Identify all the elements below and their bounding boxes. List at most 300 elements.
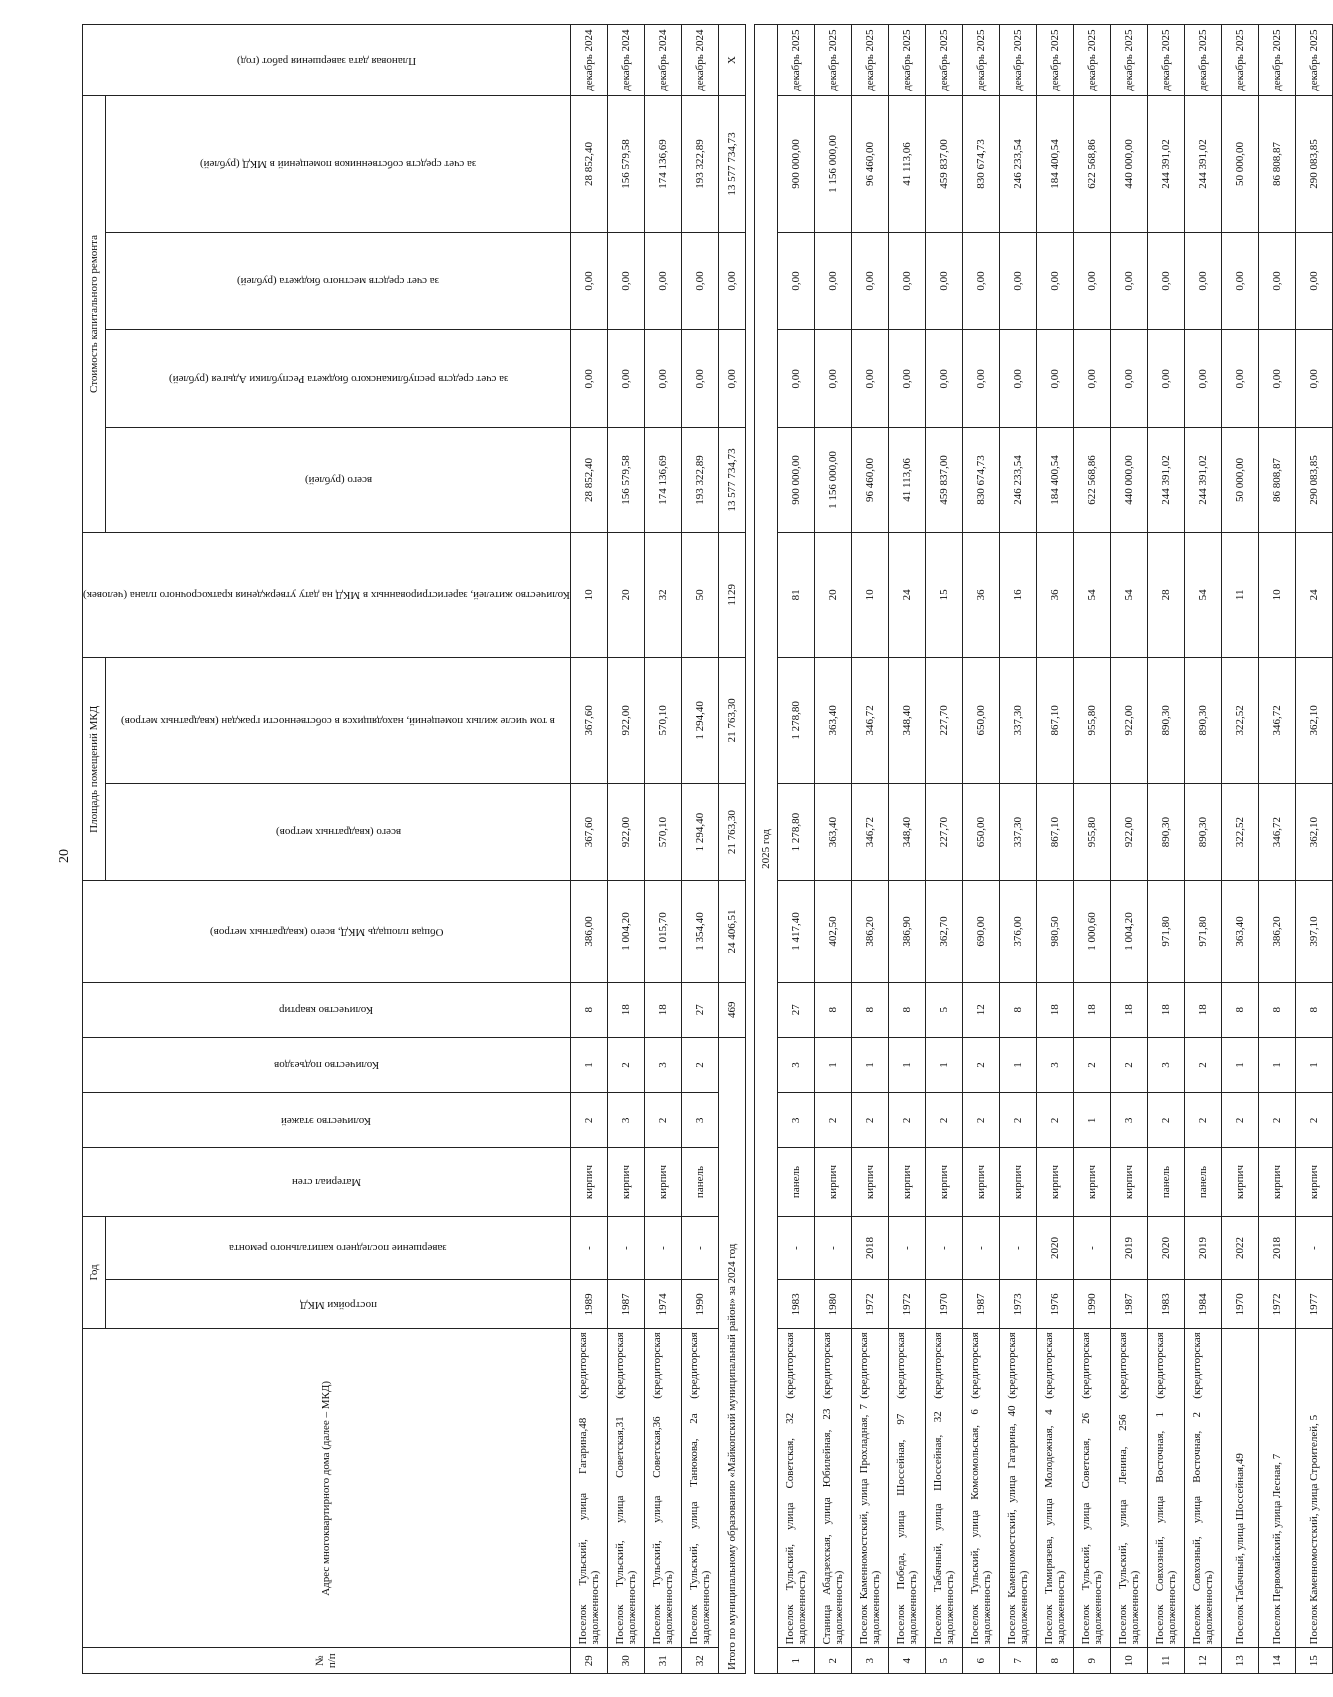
cell-address: Поселок Победа, улица Шоссейная, 97 (кредиторская задолженность) bbox=[888, 1329, 925, 1648]
cell-year-repair: 2022 bbox=[1221, 1216, 1258, 1280]
cell-year-repair: - bbox=[925, 1216, 962, 1280]
cell-area-private: 867,10 bbox=[1036, 658, 1073, 784]
table-row bbox=[644, 25, 681, 1674]
cell-entrances: 2 bbox=[607, 1037, 644, 1092]
cell-year-built: 1984 bbox=[1184, 1280, 1221, 1329]
cell-area-private: 346,72 bbox=[851, 658, 888, 784]
cell-wall-material: панель bbox=[777, 1148, 814, 1216]
cell-floors: 2 bbox=[1147, 1093, 1184, 1148]
cell-residents: 16 bbox=[999, 532, 1036, 658]
cell-cost-total: 50 000,00 bbox=[1221, 428, 1258, 532]
cell-year-built: 1972 bbox=[851, 1280, 888, 1329]
cell-apartments: 18 bbox=[1073, 982, 1110, 1037]
cell-apartments: 27 bbox=[681, 982, 718, 1037]
cell-deadline: декабрь 2025 bbox=[814, 25, 851, 96]
cell-wall-material: кирпич bbox=[1036, 1148, 1073, 1216]
header-cost-group: Стоимость капитального ремонта bbox=[83, 96, 106, 532]
cell-cost-owners: 174 136,69 bbox=[644, 96, 681, 232]
cell-address: Поселок Табачный, улица Шоссейная, 32 (кредиторская задолженность) bbox=[925, 1329, 962, 1648]
cell-cost-owners: 459 837,00 bbox=[925, 96, 962, 232]
cell-cost-republic: 0,00 bbox=[814, 330, 851, 428]
cell-cost-republic: 0,00 bbox=[1221, 330, 1258, 428]
cell-floors: 2 bbox=[1036, 1093, 1073, 1148]
cell-row-number: 7 bbox=[999, 1648, 1036, 1674]
cell-residents: 50 bbox=[681, 532, 718, 658]
header-address: Адрес многоквартирного дома (далее – МКД) bbox=[83, 1329, 571, 1648]
cell-wall-material: кирпич bbox=[1073, 1148, 1110, 1216]
cell-area-private: 367,60 bbox=[570, 658, 607, 784]
rows-2024 bbox=[570, 25, 718, 1674]
table-row bbox=[1221, 25, 1258, 1674]
cell-wall-material: кирпич bbox=[814, 1148, 851, 1216]
cell-cost-republic: 0,00 bbox=[1184, 330, 1221, 428]
cell-total-area: 386,20 bbox=[1258, 881, 1295, 982]
cell-row-number: 1 bbox=[777, 1648, 814, 1674]
cell-cost-total: 900 000,00 bbox=[777, 428, 814, 532]
cell-cost-total: 246 233,54 bbox=[999, 428, 1036, 532]
cell-cost-republic: 0,00 bbox=[644, 330, 681, 428]
year-2025-label: 2025 год bbox=[754, 25, 777, 1674]
cell-cost-local: 0,00 bbox=[925, 232, 962, 330]
cell-entrances: 2 bbox=[1073, 1037, 1110, 1092]
cell-floors: 2 bbox=[570, 1093, 607, 1148]
cell-cost-total: 174 136,69 bbox=[644, 428, 681, 532]
cell-area-all: 570,10 bbox=[644, 783, 681, 881]
cell-cost-owners: 96 460,00 bbox=[851, 96, 888, 232]
cell-cost-total: 86 808,87 bbox=[1258, 428, 1295, 532]
table-row bbox=[925, 25, 962, 1674]
cell-floors: 2 bbox=[925, 1093, 962, 1148]
cell-cost-local: 0,00 bbox=[777, 232, 814, 330]
table-row bbox=[607, 25, 644, 1674]
cell-area-all: 1 294,40 bbox=[681, 783, 718, 881]
cell-entrances: 3 bbox=[777, 1037, 814, 1092]
cell-total-area: 397,10 bbox=[1295, 881, 1332, 982]
cell-deadline: декабрь 2025 bbox=[925, 25, 962, 96]
cell-deadline: декабрь 2024 bbox=[570, 25, 607, 96]
cell-year-built: 1990 bbox=[681, 1280, 718, 1329]
cell-entrances: 1 bbox=[888, 1037, 925, 1092]
cell-row-number: 8 bbox=[1036, 1648, 1073, 1674]
cell-year-built: 1983 bbox=[777, 1280, 814, 1329]
cell-cost-republic: 0,00 bbox=[777, 330, 814, 428]
cell-floors: 2 bbox=[1184, 1093, 1221, 1148]
cell-year-repair: 2020 bbox=[1036, 1216, 1073, 1280]
cell-row-number: 29 bbox=[570, 1648, 607, 1674]
total-area: 24 406,51 bbox=[718, 881, 745, 982]
cell-area-all: 890,30 bbox=[1184, 783, 1221, 881]
header-total-area: Общая площадь МКД, всего (квадратных метров) bbox=[83, 881, 571, 982]
cell-area-private: 890,30 bbox=[1147, 658, 1184, 784]
header-apartments: Количество квартир bbox=[83, 982, 571, 1037]
cell-deadline: декабрь 2025 bbox=[1036, 25, 1073, 96]
cell-residents: 28 bbox=[1147, 532, 1184, 658]
cell-wall-material: кирпич bbox=[1295, 1148, 1332, 1216]
cell-cost-owners: 184 400,54 bbox=[1036, 96, 1073, 232]
cell-area-private: 346,72 bbox=[1258, 658, 1295, 784]
cell-address: Поселок Тульский, улица Комсомольская, 6 (кредиторская задолженность) bbox=[962, 1329, 999, 1648]
cell-area-private: 890,30 bbox=[1184, 658, 1221, 784]
cell-total-area: 362,70 bbox=[925, 881, 962, 982]
table-row bbox=[1184, 25, 1221, 1674]
cell-entrances: 2 bbox=[1110, 1037, 1147, 1092]
header-area-private: в том числе жилых помещений, находящихся в собственности граждан (квадратных метров) bbox=[106, 658, 570, 784]
cell-total-area: 1 004,20 bbox=[607, 881, 644, 982]
cell-cost-total: 156 579,58 bbox=[607, 428, 644, 532]
header-cost-total: всего (рублей) bbox=[106, 428, 570, 532]
cell-year-built: 1973 bbox=[999, 1280, 1036, 1329]
cell-entrances: 1 bbox=[570, 1037, 607, 1092]
cell-cost-republic: 0,00 bbox=[925, 330, 962, 428]
cell-row-number: 2 bbox=[814, 1648, 851, 1674]
cell-deadline: декабрь 2025 bbox=[851, 25, 888, 96]
total-cost-local: 0,00 bbox=[718, 232, 745, 330]
cell-area-all: 890,30 bbox=[1147, 783, 1184, 881]
cell-residents: 54 bbox=[1110, 532, 1147, 658]
cell-year-built: 1977 bbox=[1295, 1280, 1332, 1329]
cell-cost-total: 1 156 000,00 bbox=[814, 428, 851, 532]
table-row bbox=[888, 25, 925, 1674]
cell-cost-local: 0,00 bbox=[681, 232, 718, 330]
cell-year-built: 1970 bbox=[1221, 1280, 1258, 1329]
cell-apartments: 8 bbox=[999, 982, 1036, 1037]
cell-row-number: 9 bbox=[1073, 1648, 1110, 1674]
cell-total-area: 1 417,40 bbox=[777, 881, 814, 982]
cell-wall-material: кирпич bbox=[1258, 1148, 1295, 1216]
cell-cost-local: 0,00 bbox=[999, 232, 1036, 330]
cell-total-area: 971,80 bbox=[1184, 881, 1221, 982]
total-deadline: Х bbox=[718, 25, 745, 96]
cell-year-repair: - bbox=[644, 1216, 681, 1280]
header-deadline: Плановая дата завершения работ (год) bbox=[83, 25, 571, 96]
cell-area-private: 227,70 bbox=[925, 658, 962, 784]
cell-deadline: декабрь 2025 bbox=[1147, 25, 1184, 96]
cell-cost-local: 0,00 bbox=[644, 232, 681, 330]
header-year-built: постройки МКД bbox=[106, 1280, 570, 1329]
cell-area-all: 337,30 bbox=[999, 783, 1036, 881]
cell-cost-local: 0,00 bbox=[1184, 232, 1221, 330]
cell-cost-total: 96 460,00 bbox=[851, 428, 888, 532]
cell-year-repair: 2019 bbox=[1184, 1216, 1221, 1280]
cell-total-area: 363,40 bbox=[1221, 881, 1258, 982]
cell-year-built: 1990 bbox=[1073, 1280, 1110, 1329]
table-row bbox=[1036, 25, 1073, 1674]
cell-total-area: 386,90 bbox=[888, 881, 925, 982]
cell-total-area: 1 004,20 bbox=[1110, 881, 1147, 982]
cell-residents: 20 bbox=[814, 532, 851, 658]
cell-floors: 2 bbox=[999, 1093, 1036, 1148]
cell-deadline: декабрь 2024 bbox=[681, 25, 718, 96]
cell-area-all: 322,52 bbox=[1221, 783, 1258, 881]
cell-cost-republic: 0,00 bbox=[888, 330, 925, 428]
cell-floors: 2 bbox=[888, 1093, 925, 1148]
cell-year-built: 1989 bbox=[570, 1280, 607, 1329]
cell-area-private: 922,00 bbox=[607, 658, 644, 784]
table-row bbox=[681, 25, 718, 1674]
cell-address: Поселок Табачный, улица Шоссейная,49 bbox=[1221, 1329, 1258, 1648]
cell-row-number: 6 bbox=[962, 1648, 999, 1674]
cell-entrances: 1 bbox=[851, 1037, 888, 1092]
cell-row-number: 14 bbox=[1258, 1648, 1295, 1674]
header-wall: Материал стен bbox=[83, 1148, 571, 1216]
cell-area-private: 348,40 bbox=[888, 658, 925, 784]
cell-area-private: 1 278,80 bbox=[777, 658, 814, 784]
cell-year-repair: - bbox=[777, 1216, 814, 1280]
cell-residents: 24 bbox=[888, 532, 925, 658]
header-area-group: Площадь помещений МКД bbox=[83, 658, 106, 881]
cell-cost-local: 0,00 bbox=[1110, 232, 1147, 330]
cell-cost-republic: 0,00 bbox=[1258, 330, 1295, 428]
total-label: Итого по муниципальному образованию «Майкопский муниципальный район» за 2024 год bbox=[718, 1037, 745, 1673]
cell-area-all: 367,60 bbox=[570, 783, 607, 881]
header-residents: Количество жителей, зарегистрированных в МКД на дату утверждения краткосрочного плана (человек) bbox=[83, 532, 571, 658]
cell-cost-republic: 0,00 bbox=[1073, 330, 1110, 428]
cell-floors: 2 bbox=[644, 1093, 681, 1148]
cell-address: Поселок Тульский, улица Танюкова, 2а (кредиторская задолженность) bbox=[681, 1329, 718, 1648]
cell-cost-owners: 41 113,06 bbox=[888, 96, 925, 232]
cell-floors: 3 bbox=[681, 1093, 718, 1148]
cell-deadline: декабрь 2025 bbox=[888, 25, 925, 96]
cell-year-built: 1972 bbox=[1258, 1280, 1295, 1329]
table-row bbox=[1295, 25, 1332, 1674]
cell-cost-local: 0,00 bbox=[814, 232, 851, 330]
cell-address: Поселок Тульский, улица Гагарина,48 (кредиторская задолженность) bbox=[570, 1329, 607, 1648]
table-row bbox=[777, 25, 814, 1674]
rows-2025 bbox=[777, 25, 1332, 1674]
table-row bbox=[814, 25, 851, 1674]
cell-apartments: 18 bbox=[1036, 982, 1073, 1037]
cell-residents: 24 bbox=[1295, 532, 1332, 658]
cell-wall-material: кирпич bbox=[999, 1148, 1036, 1216]
cell-residents: 20 bbox=[607, 532, 644, 658]
total-row bbox=[718, 25, 745, 1674]
cell-cost-republic: 0,00 bbox=[1110, 330, 1147, 428]
cell-cost-owners: 830 674,73 bbox=[962, 96, 999, 232]
cell-cost-local: 0,00 bbox=[1295, 232, 1332, 330]
cell-address: Поселок Совхозный, улица Восточная, 2 (кредиторская задолженность) bbox=[1184, 1329, 1221, 1648]
cell-total-area: 386,00 bbox=[570, 881, 607, 982]
cell-cost-local: 0,00 bbox=[962, 232, 999, 330]
cell-cost-total: 459 837,00 bbox=[925, 428, 962, 532]
total-cost-owners: 13 577 734,73 bbox=[718, 96, 745, 232]
cell-entrances: 1 bbox=[999, 1037, 1036, 1092]
cell-cost-total: 193 322,89 bbox=[681, 428, 718, 532]
total-residents: 1129 bbox=[718, 532, 745, 658]
cell-apartments: 18 bbox=[1184, 982, 1221, 1037]
cell-total-area: 971,80 bbox=[1147, 881, 1184, 982]
cell-cost-total: 244 391,02 bbox=[1147, 428, 1184, 532]
cell-total-area: 386,20 bbox=[851, 881, 888, 982]
table-row bbox=[851, 25, 888, 1674]
header-cost-republic: за счет средств республиканского бюджета Республики Адыгея (рублей) bbox=[106, 330, 570, 428]
cell-year-built: 1987 bbox=[1110, 1280, 1147, 1329]
cell-cost-total: 244 391,02 bbox=[1184, 428, 1221, 532]
cell-year-repair: 2019 bbox=[1110, 1216, 1147, 1280]
cell-area-private: 1 294,40 bbox=[681, 658, 718, 784]
cell-cost-owners: 193 322,89 bbox=[681, 96, 718, 232]
cell-address: Поселок Совхозный, улица Восточная, 1 (кредиторская задолженность) bbox=[1147, 1329, 1184, 1648]
cell-row-number: 32 bbox=[681, 1648, 718, 1674]
cell-cost-total: 622 568,86 bbox=[1073, 428, 1110, 532]
cell-residents: 11 bbox=[1221, 532, 1258, 658]
page-number: 20 bbox=[57, 849, 72, 863]
cell-residents: 81 bbox=[777, 532, 814, 658]
cell-entrances: 3 bbox=[1036, 1037, 1073, 1092]
cell-address: Поселок Тульский, улица Советская,36 (кредиторская задолженность) bbox=[644, 1329, 681, 1648]
cell-total-area: 1 354,40 bbox=[681, 881, 718, 982]
cell-floors: 1 bbox=[1073, 1093, 1110, 1148]
cell-cost-owners: 622 568,86 bbox=[1073, 96, 1110, 232]
table-row bbox=[1258, 25, 1295, 1674]
total-2024 bbox=[718, 25, 777, 1674]
cell-wall-material: кирпич bbox=[1110, 1148, 1147, 1216]
cell-area-private: 955,80 bbox=[1073, 658, 1110, 784]
cell-address: Поселок Первомайский, улица Лесная, 7 bbox=[1258, 1329, 1295, 1648]
cell-deadline: декабрь 2024 bbox=[644, 25, 681, 96]
cell-deadline: декабрь 2025 bbox=[1295, 25, 1332, 96]
cell-wall-material: кирпич bbox=[570, 1148, 607, 1216]
header-num: № п/п bbox=[83, 1648, 571, 1674]
cell-cost-republic: 0,00 bbox=[570, 330, 607, 428]
cell-address: Поселок Тульский, улица Советская,31 (кредиторская задолженность) bbox=[607, 1329, 644, 1648]
cell-year-built: 1987 bbox=[962, 1280, 999, 1329]
cell-row-number: 15 bbox=[1295, 1648, 1332, 1674]
cell-year-repair: - bbox=[814, 1216, 851, 1280]
total-apartments: 469 bbox=[718, 982, 745, 1037]
cell-apartments: 8 bbox=[1258, 982, 1295, 1037]
rotated-table-container bbox=[82, 24, 1320, 1674]
cell-area-all: 650,00 bbox=[962, 783, 999, 881]
cell-year-repair: - bbox=[1295, 1216, 1332, 1280]
cell-cost-owners: 50 000,00 bbox=[1221, 96, 1258, 232]
cell-floors: 2 bbox=[962, 1093, 999, 1148]
header-floors: Количество этажей bbox=[83, 1093, 571, 1148]
cell-cost-local: 0,00 bbox=[1258, 232, 1295, 330]
cell-area-all: 348,40 bbox=[888, 783, 925, 881]
cell-entrances: 2 bbox=[1184, 1037, 1221, 1092]
cell-area-private: 362,10 bbox=[1295, 658, 1332, 784]
cell-cost-owners: 290 083,85 bbox=[1295, 96, 1332, 232]
cell-total-area: 402,50 bbox=[814, 881, 851, 982]
cell-area-all: 867,10 bbox=[1036, 783, 1073, 881]
cell-entrances: 1 bbox=[1221, 1037, 1258, 1092]
cell-year-built: 1972 bbox=[888, 1280, 925, 1329]
cell-wall-material: кирпич bbox=[1221, 1148, 1258, 1216]
cell-year-repair: 2018 bbox=[1258, 1216, 1295, 1280]
cell-cost-total: 830 674,73 bbox=[962, 428, 999, 532]
cell-floors: 3 bbox=[777, 1093, 814, 1148]
table-row bbox=[962, 25, 999, 1674]
cell-row-number: 31 bbox=[644, 1648, 681, 1674]
cell-cost-republic: 0,00 bbox=[851, 330, 888, 428]
cell-deadline: декабрь 2025 bbox=[1184, 25, 1221, 96]
cell-cost-local: 0,00 bbox=[851, 232, 888, 330]
cell-residents: 36 bbox=[1036, 532, 1073, 658]
cell-year-built: 1987 bbox=[607, 1280, 644, 1329]
cell-apartments: 8 bbox=[814, 982, 851, 1037]
cell-cost-republic: 0,00 bbox=[1295, 330, 1332, 428]
cell-year-repair: 2018 bbox=[851, 1216, 888, 1280]
cell-cost-republic: 0,00 bbox=[607, 330, 644, 428]
cell-deadline: декабрь 2025 bbox=[1258, 25, 1295, 96]
cell-residents: 32 bbox=[644, 532, 681, 658]
cell-area-private: 922,00 bbox=[1110, 658, 1147, 784]
cell-area-private: 322,52 bbox=[1221, 658, 1258, 784]
cell-area-all: 922,00 bbox=[607, 783, 644, 881]
cell-cost-republic: 0,00 bbox=[962, 330, 999, 428]
cell-year-repair: - bbox=[888, 1216, 925, 1280]
cell-floors: 2 bbox=[1221, 1093, 1258, 1148]
cell-area-all: 955,80 bbox=[1073, 783, 1110, 881]
cell-area-private: 337,30 bbox=[999, 658, 1036, 784]
cell-address: Поселок Каменномостский, улица Гагарина, 40 (кредиторская задолженность) bbox=[999, 1329, 1036, 1648]
header-cost-owners: за счет средств собственников помещений в МКД (рублей) bbox=[106, 96, 570, 232]
cell-apartments: 18 bbox=[1147, 982, 1184, 1037]
cell-year-repair: 2020 bbox=[1147, 1216, 1184, 1280]
cell-cost-total: 28 852,40 bbox=[570, 428, 607, 532]
cell-area-all: 363,40 bbox=[814, 783, 851, 881]
cell-apartments: 8 bbox=[1221, 982, 1258, 1037]
cell-cost-local: 0,00 bbox=[1073, 232, 1110, 330]
cell-cost-owners: 86 808,87 bbox=[1258, 96, 1295, 232]
cell-floors: 3 bbox=[1110, 1093, 1147, 1148]
cell-deadline: декабрь 2025 bbox=[777, 25, 814, 96]
cell-year-repair: - bbox=[570, 1216, 607, 1280]
cell-wall-material: кирпич bbox=[962, 1148, 999, 1216]
table-row bbox=[570, 25, 607, 1674]
cell-row-number: 5 bbox=[925, 1648, 962, 1674]
cell-area-all: 1 278,80 bbox=[777, 783, 814, 881]
cell-cost-total: 440 000,00 bbox=[1110, 428, 1147, 532]
cell-deadline: декабрь 2025 bbox=[962, 25, 999, 96]
cell-entrances: 2 bbox=[681, 1037, 718, 1092]
cell-entrances: 1 bbox=[925, 1037, 962, 1092]
cell-apartments: 12 bbox=[962, 982, 999, 1037]
cell-floors: 2 bbox=[1295, 1093, 1332, 1148]
cell-address: Поселок Каменномостский, улица Строителей, 5 bbox=[1295, 1329, 1332, 1648]
cell-wall-material: панель bbox=[1184, 1148, 1221, 1216]
cell-area-private: 570,10 bbox=[644, 658, 681, 784]
cell-cost-owners: 244 391,02 bbox=[1147, 96, 1184, 232]
cell-year-built: 1980 bbox=[814, 1280, 851, 1329]
year-2025-row bbox=[754, 25, 777, 1674]
cell-cost-local: 0,00 bbox=[607, 232, 644, 330]
cell-cost-owners: 440 000,00 bbox=[1110, 96, 1147, 232]
cell-apartments: 18 bbox=[1110, 982, 1147, 1037]
header-year-group: Год bbox=[83, 1216, 106, 1329]
cell-apartments: 8 bbox=[1295, 982, 1332, 1037]
cell-apartments: 8 bbox=[851, 982, 888, 1037]
cell-cost-owners: 900 000,00 bbox=[777, 96, 814, 232]
cell-area-all: 922,00 bbox=[1110, 783, 1147, 881]
header-area-all: всего (квадратных метров) bbox=[106, 783, 570, 881]
cell-cost-local: 0,00 bbox=[888, 232, 925, 330]
cell-address: Поселок Тульский, улица Советская, 32 (кредиторская задолженность) bbox=[777, 1329, 814, 1648]
cell-total-area: 1 015,70 bbox=[644, 881, 681, 982]
cell-residents: 10 bbox=[1258, 532, 1295, 658]
header-year-repair: завершение последнего капитального ремонта bbox=[106, 1216, 570, 1280]
cell-address: Станица Абадзехская, улица Юбилейная, 23 (кредиторская задолженность) bbox=[814, 1329, 851, 1648]
cell-cost-republic: 0,00 bbox=[1036, 330, 1073, 428]
table-row bbox=[1147, 25, 1184, 1674]
cell-wall-material: кирпич bbox=[851, 1148, 888, 1216]
cell-deadline: декабрь 2024 bbox=[607, 25, 644, 96]
cell-cost-total: 184 400,54 bbox=[1036, 428, 1073, 532]
table-row bbox=[1110, 25, 1147, 1674]
cell-wall-material: кирпич bbox=[888, 1148, 925, 1216]
cell-wall-material: панель bbox=[681, 1148, 718, 1216]
cell-year-built: 1970 bbox=[925, 1280, 962, 1329]
